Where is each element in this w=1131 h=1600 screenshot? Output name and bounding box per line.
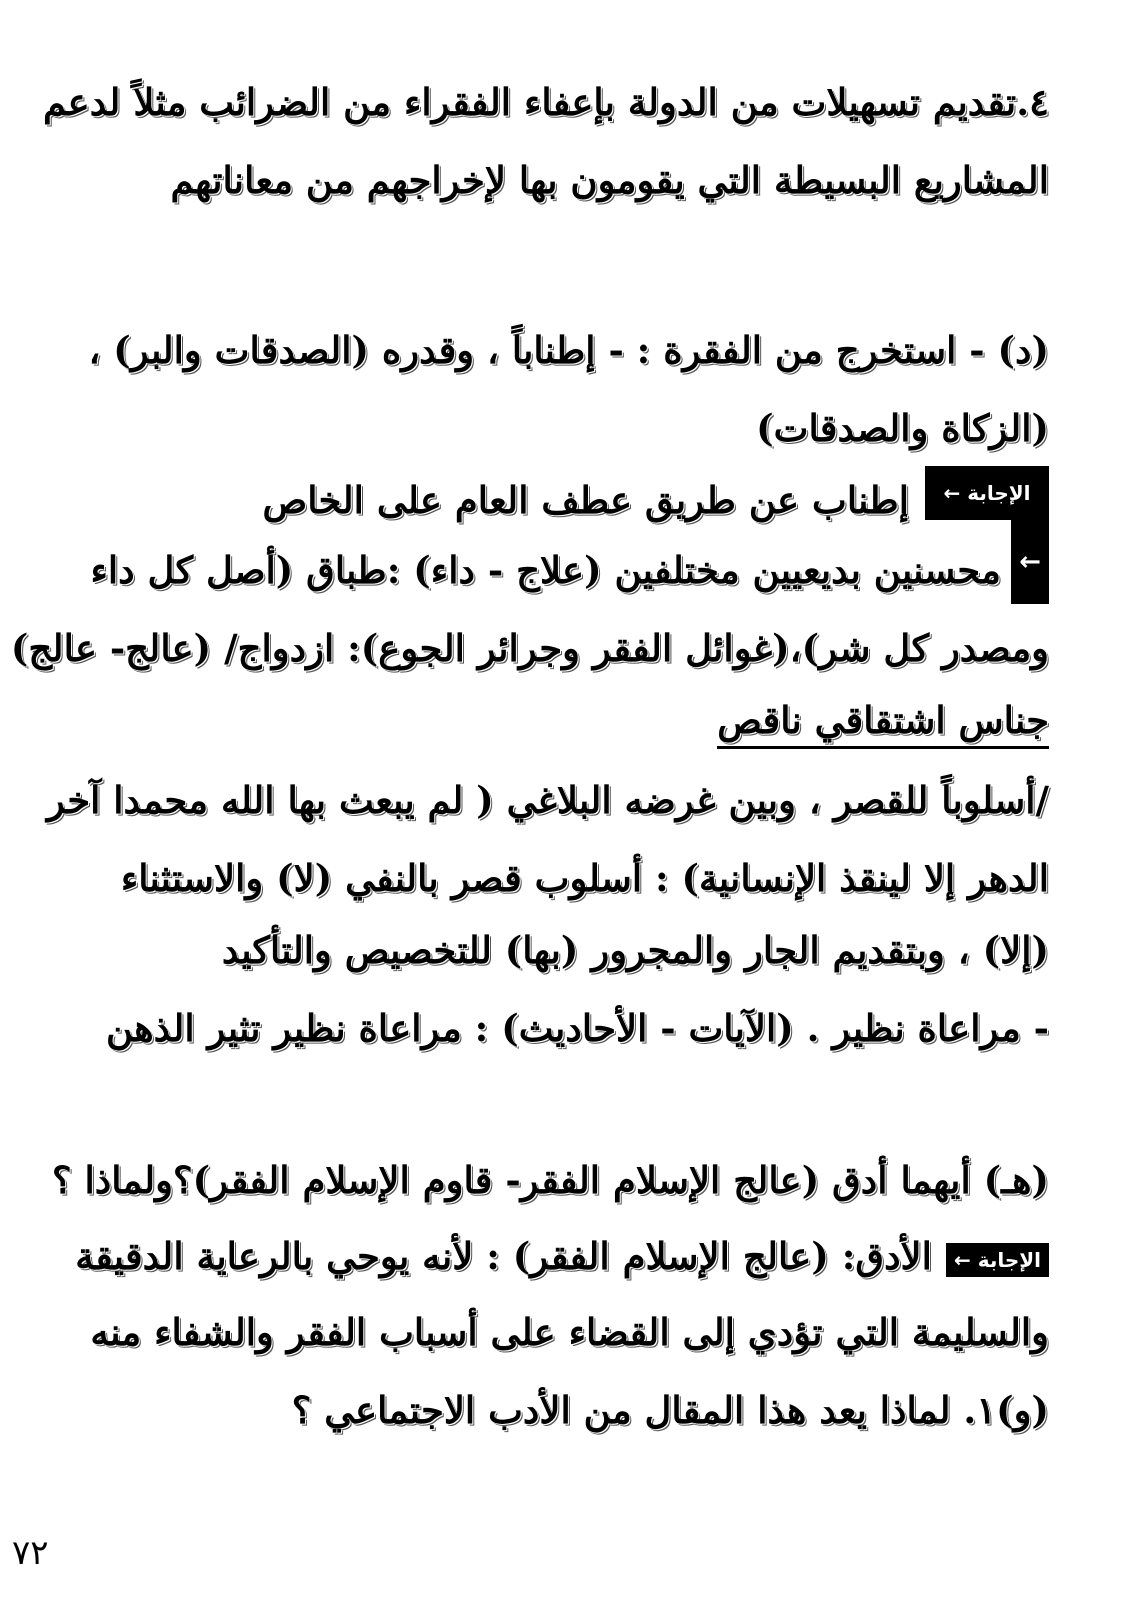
answer-text-2: محسنين بديعيين مختلفين (علاج - داء) :طباق (أصل كل داء: [90, 548, 1001, 592]
answer-text-1: إطناب عن طريق عطف العام على الخاص: [262, 478, 909, 522]
text-line-11: (إلا) ، وبتقديم الجار والمجرور (بها) للتخصيص والتأكيد: [221, 928, 1049, 972]
text-line-7: ومصدر كل شر)،(غوائل الفقر وجرائر الجوع): ازدواج/ (عالج- عالج): [10, 626, 1049, 670]
underlined-term: جناس اشتقاقي ناقص: [717, 698, 1049, 749]
text-line-4: (الزكاة والصدقات): [756, 406, 1049, 450]
text-line-15: والسليمة التي تؤدي إلى القضاء على أسباب الفقر والشفاء منه: [90, 1310, 1049, 1354]
page-number: ٧٢: [12, 1533, 49, 1573]
arrow-left-icon: ←: [1019, 547, 1041, 577]
answer-line-h: [75, 1226, 1049, 1286]
answer-marker-2: [946, 1243, 1049, 1277]
question-w: (و)١. لماذا يعد هذا المقال من الأدب الاجتماعي ؟: [291, 1388, 1049, 1432]
text-line-10: الدهر إلا لينقذ الإنسانية) : أسلوب قصر بالنفي (لا) والاستثناء: [120, 856, 1049, 900]
question-d: (د) - استخرج من الفقرة : - إطناباً ، وقدره (الصدقات والبر) ،: [88, 328, 1049, 372]
text-line-9: /أسلوباً للقصر ، وبين غرضه البلاغي ( لم يبعث بها الله محمدا آخر: [46, 778, 1049, 822]
text-line-2: المشاريع البسيطة التي يقومون بها لإخراجهم من معاناتهم: [170, 158, 1049, 202]
arrow-left-icon: ←: [943, 481, 961, 505]
text-line-1: ٤.تقديم تسهيلات من الدولة بإعفاء الفقراء من الضرائب مثلاً لدعم: [43, 80, 1049, 124]
answer-marker: [925, 466, 1049, 520]
answer-text-h: الأدق: (عالج الإسلام الفقر) : لأنه يوحي بالرعاية الدقيقة: [75, 1234, 932, 1278]
answer-marker-extension: [1011, 520, 1049, 604]
text-line-12: - مراعاة نظير . (الآيات - الأحاديث) : مراعاة نظير تثير الذهن: [105, 1006, 1049, 1050]
question-h: (هـ) أيهما أدق (عالج الإسلام الفقر- قاوم الإسلام الفقر)؟ولماذا ؟: [51, 1158, 1049, 1202]
answer-label: الإجابة: [967, 481, 1031, 505]
answer-label: الإجابة: [977, 1247, 1041, 1272]
text-line-8: [717, 690, 1049, 750]
arrow-left-icon: ←: [953, 1247, 971, 1272]
